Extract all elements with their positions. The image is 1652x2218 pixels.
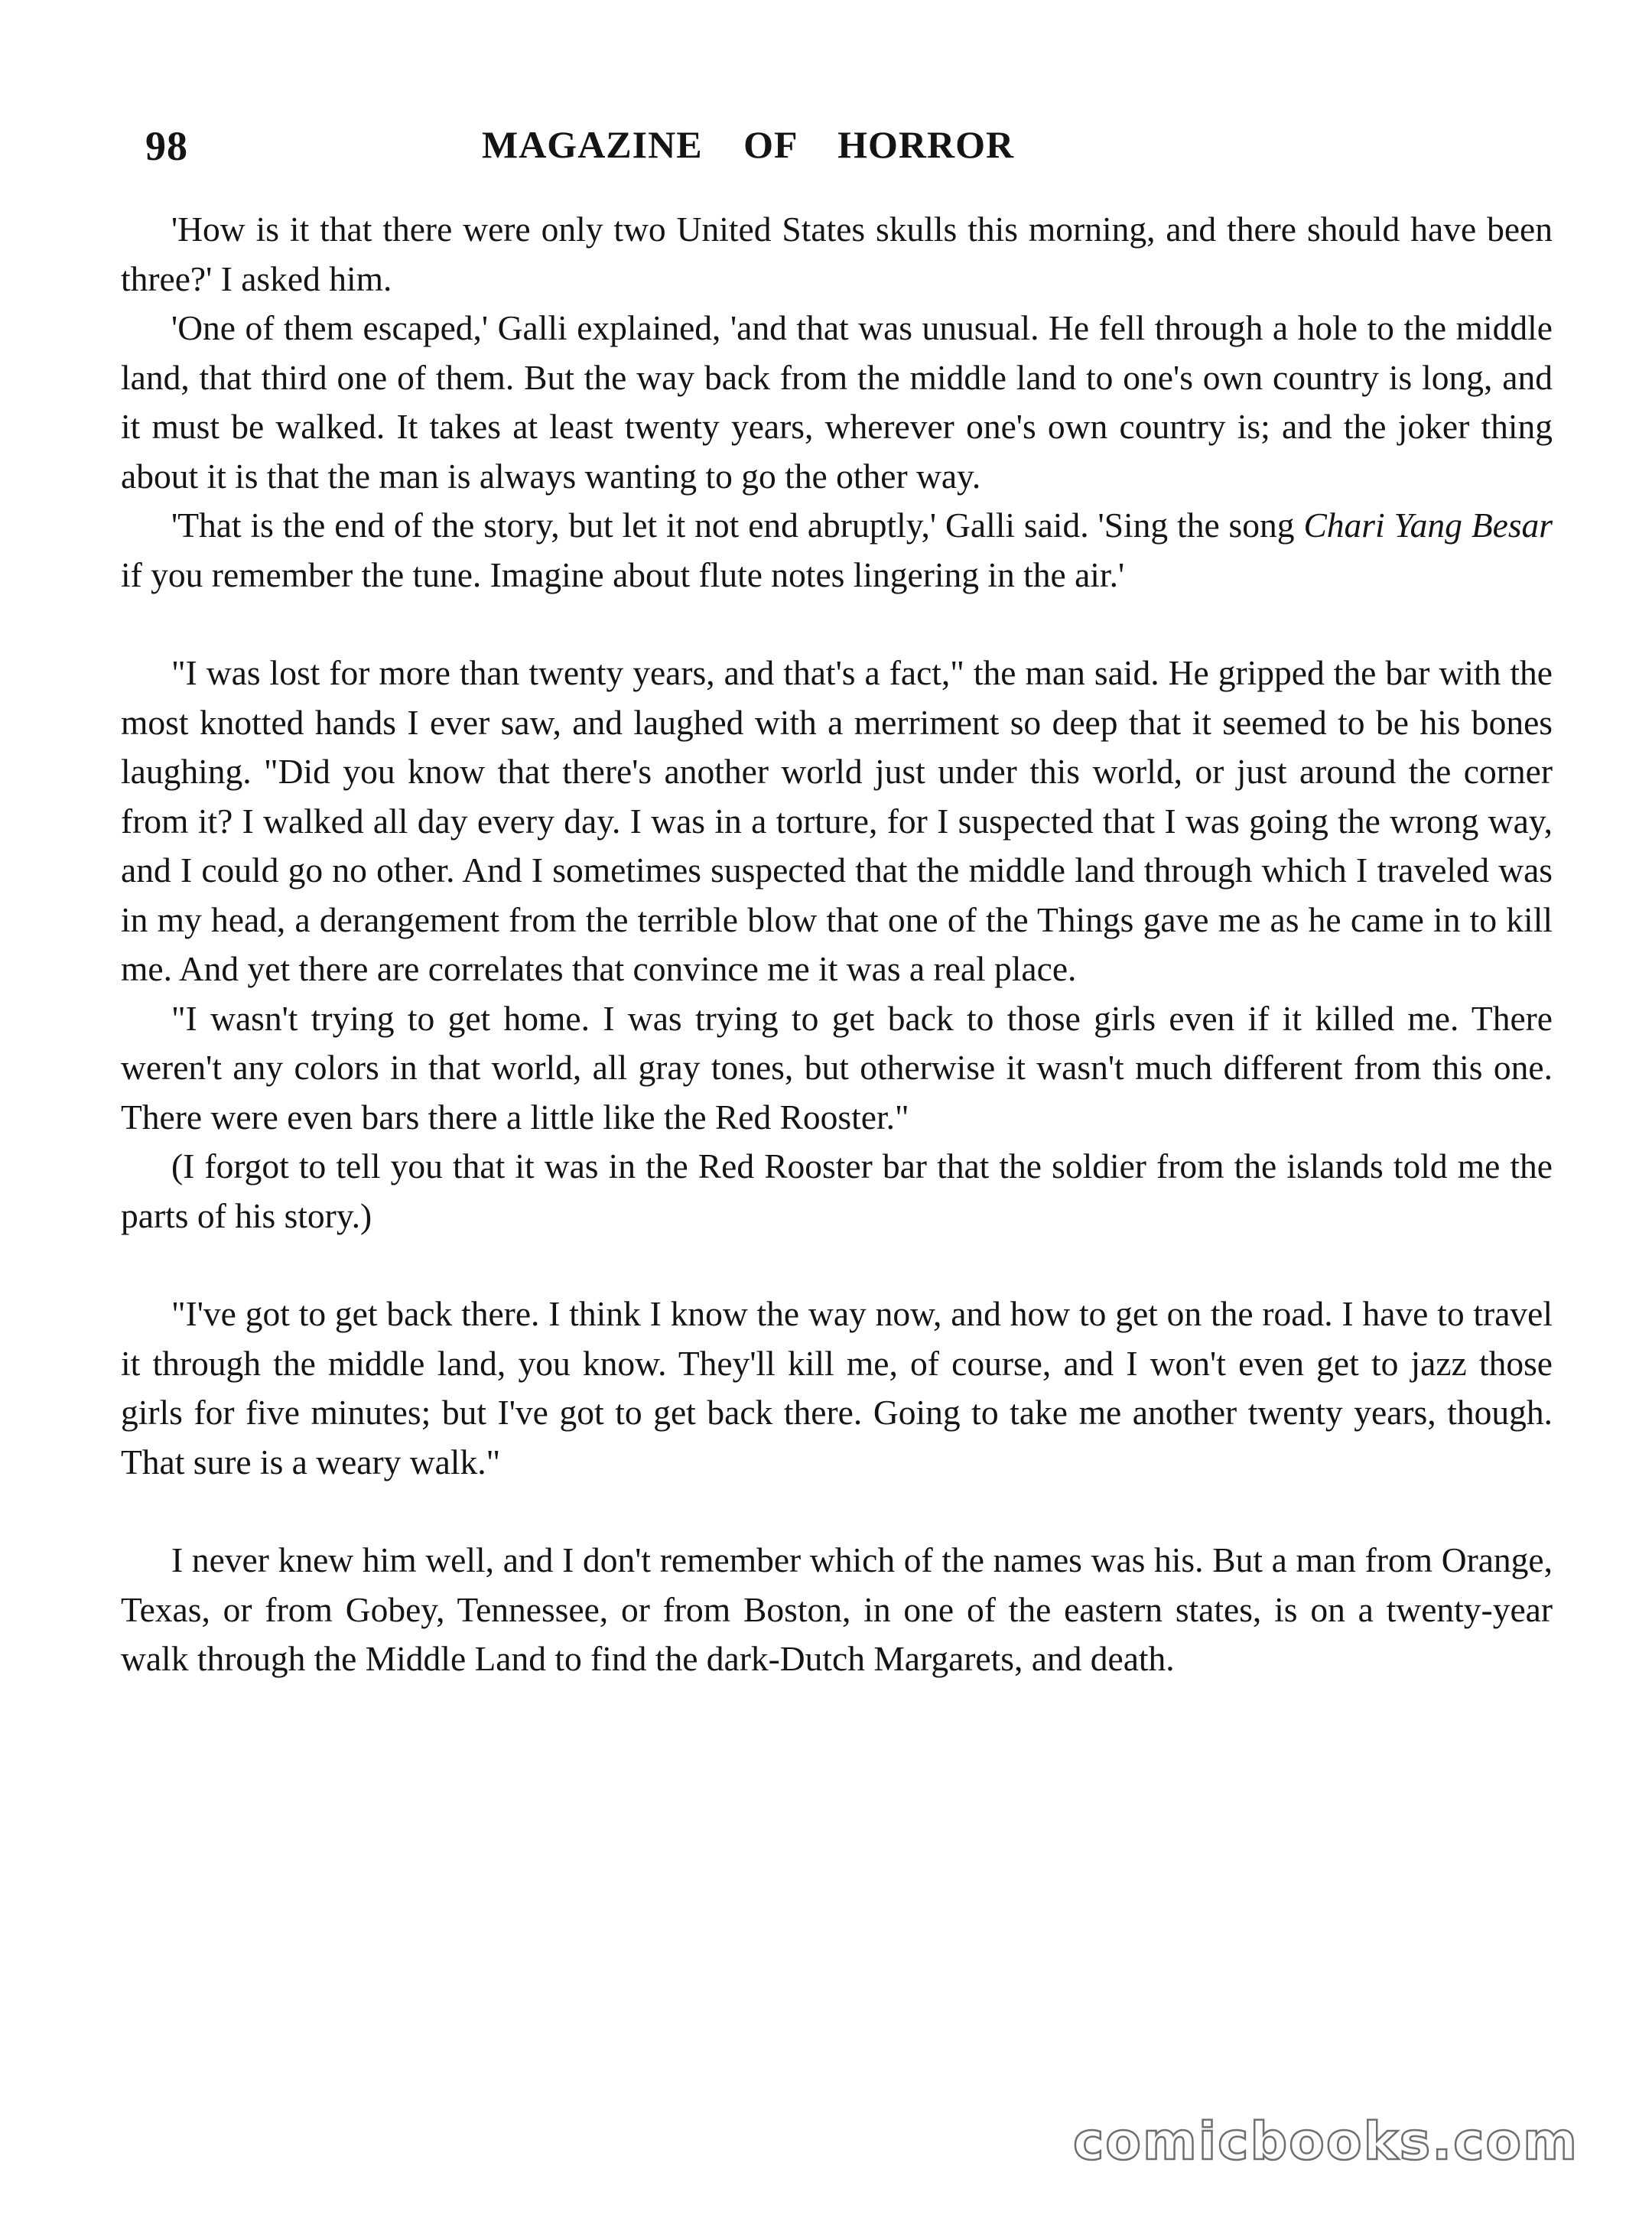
page-number: 98 (145, 123, 188, 169)
running-title: MAGAZINE OF HORROR (482, 123, 1015, 166)
section-break (121, 1487, 1553, 1536)
paragraph: "I was lost for more than twenty years, and that's a fact," the man said. He gripped the bar with the most knotted hands I ever saw, and laughed with a merriment so deep that it seemed to be his bones laughing. "Did you know that there's another world just under this world, or just around the corner from it? I walked all day every day. I was in a torture, for I suspected that I was going the wrong way, and I could go no other. And I sometimes suspected that the middle land through which I traveled was in my head, a derangement from the terrible blow that one of the Things gave me as he came in to kill me. And yet there are correlates that convince me it was a real place. (121, 653, 1553, 988)
story-text (121, 205, 1553, 1684)
paragraph: I never knew him well, and I don't remember which of the names was his. But a man from Orange, Texas, or from Gobey, Tennessee, or from Boston, in one of the eastern states, is on a twenty-year walk through the Middle Land to find the dark-Dutch Margarets, and death. (121, 1540, 1553, 1678)
paragraph: 'How is it that there were only two United States skulls this morning, and there should have been three?' I asked him. (121, 210, 1553, 298)
section-break (121, 600, 1553, 649)
paragraph (121, 501, 1553, 600)
song-title: Chari Yang Besar (1303, 506, 1553, 545)
paragraph: 'One of them escaped,' Galli explained, 'and that was unusual. He fell through a hole to the middle land, that third one of them. But the way back from the middle land to one's own country is long, and it must be walked. It takes at least twenty years, wherever one's own country is; and the joker thing about it is that the man is always wanting to go the other way. (121, 308, 1553, 496)
section-break (121, 1241, 1553, 1289)
paragraph-text: if you remember the tune. Imagine about flute notes lingering in the air.' (121, 554, 1125, 594)
page-header (145, 122, 1560, 176)
paragraph: "I wasn't trying to get home. I was trying to get back to those girls even if it killed me. There weren't any colors in that world, all gray tones, but otherwise it wasn't much different from this one. There were even bars there a little like the Red Rooster." (121, 998, 1553, 1137)
paragraph-text: 'That is the end of the story, but let it not end abruptly,' Galli said. 'Sing the song (171, 506, 1304, 545)
watermark: comicbooks.com (1072, 2112, 1579, 2172)
paragraph: (I forgot to tell you that it was in the Red Rooster bar that the soldier from the islands told me the parts of his story.) (121, 1146, 1553, 1235)
paragraph: "I've got to get back there. I think I know the way now, and how to get on the road. I have to travel it through the middle land, you know. They'll kill me, of course, and I won't even get to jazz those girls for five minutes; but I've got to get back there. Going to take me another twenty years, though. That sure is a weary walk." (121, 1294, 1553, 1481)
